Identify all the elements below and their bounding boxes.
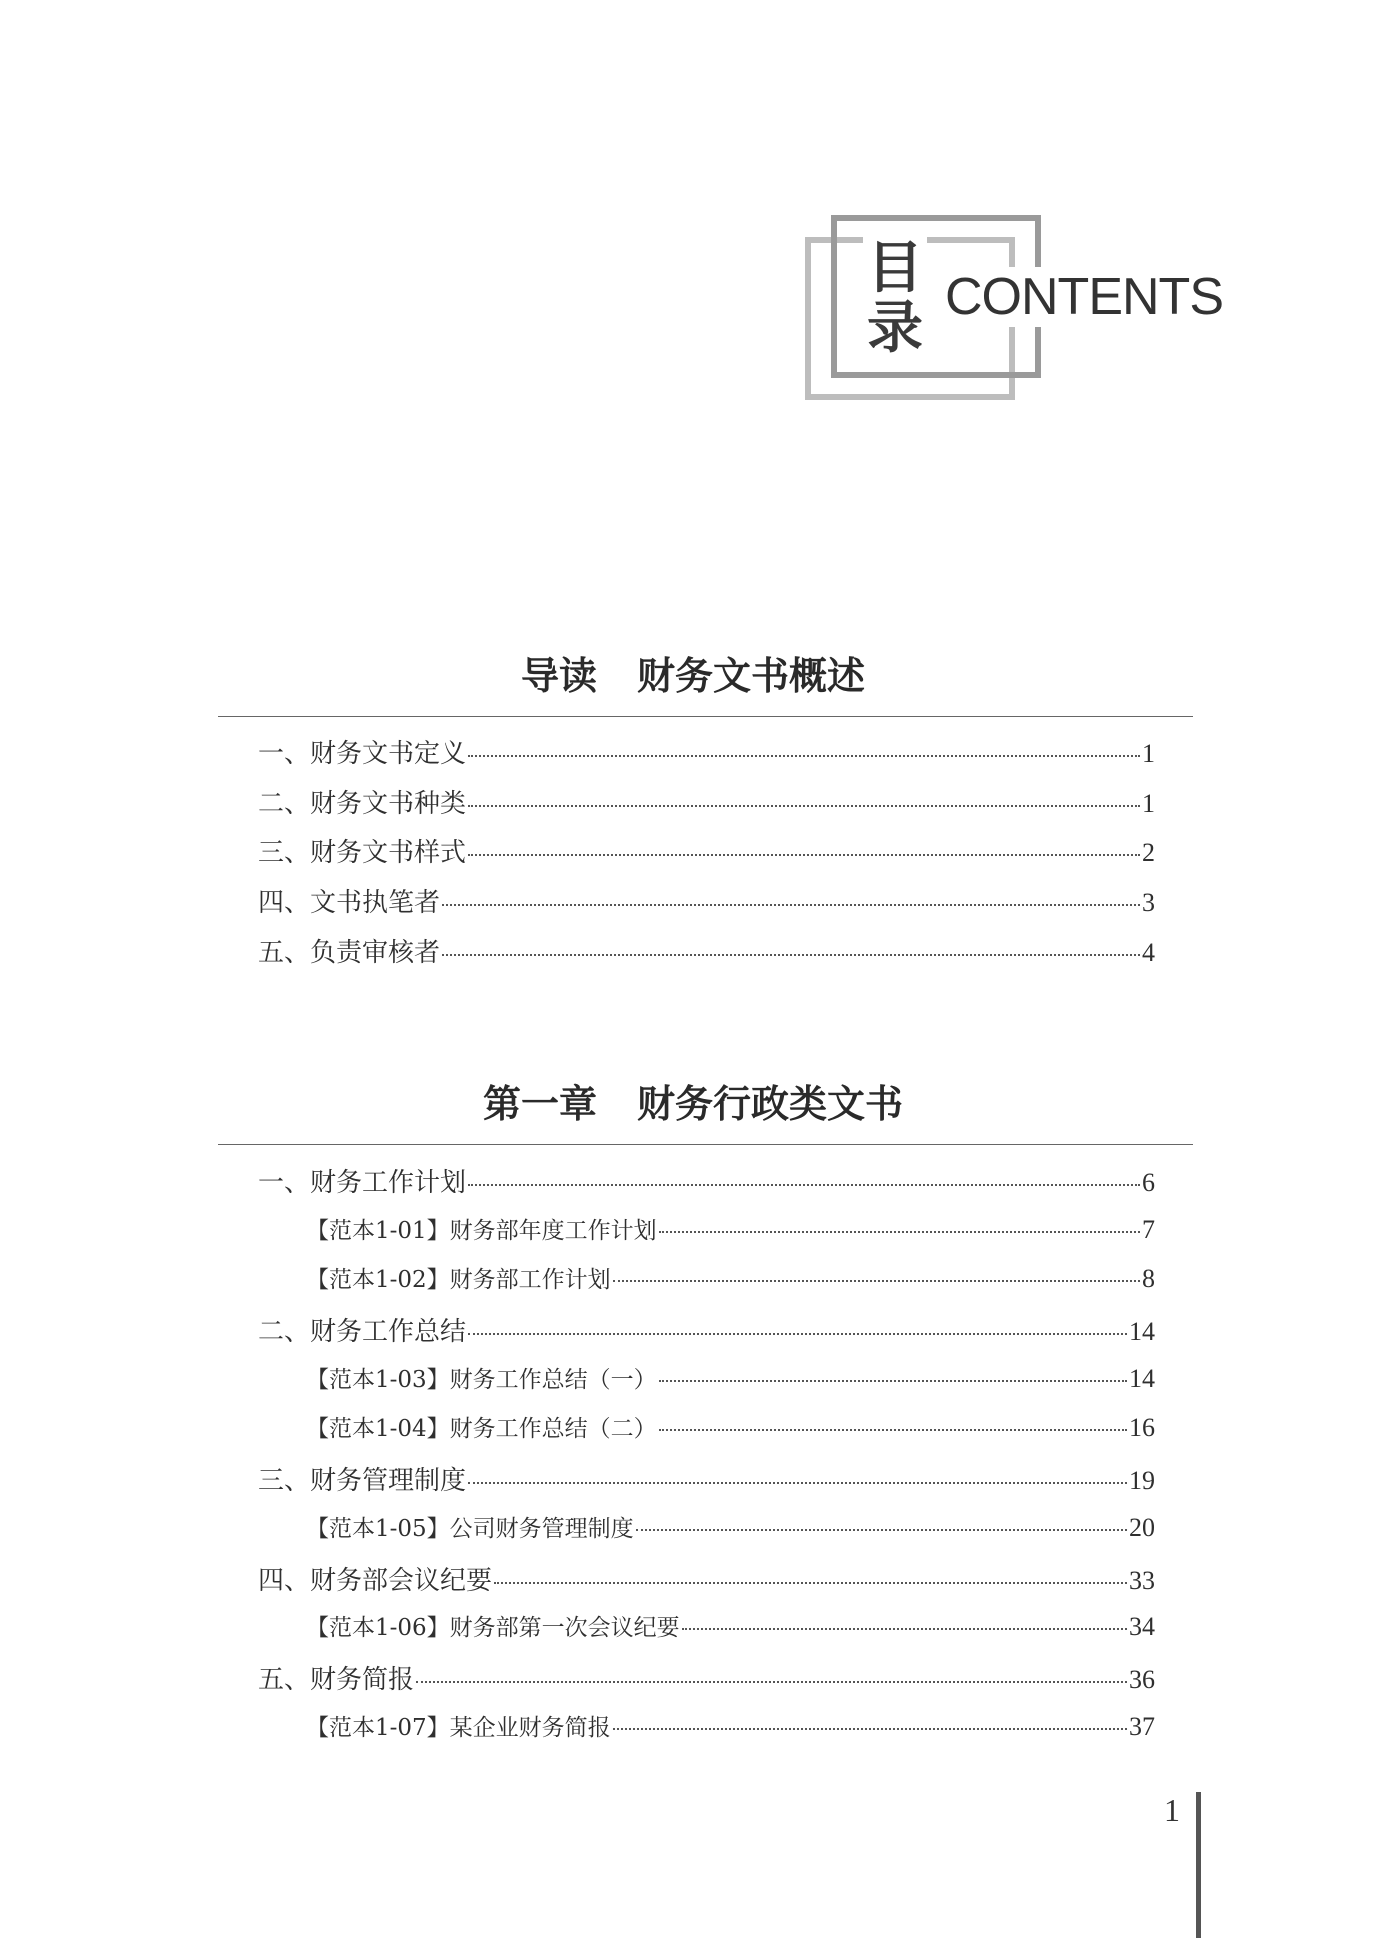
toc-entry[interactable] [258, 733, 1155, 783]
dot-leader [468, 1333, 1127, 1335]
toc-entry-label: 一、财务文书定义 [258, 739, 467, 769]
toc-entry-page: 1 [1142, 788, 1155, 818]
toc-entry-page: 2 [1142, 838, 1155, 868]
toc-entry-label: 三、财务管理制度 [258, 1466, 467, 1497]
dot-leader [636, 1529, 1127, 1531]
section-divider [218, 1144, 1193, 1145]
toc-entry-page: 14 [1129, 1317, 1155, 1347]
toc-subentry[interactable] [258, 1609, 1155, 1659]
dot-leader [613, 1280, 1140, 1282]
dot-leader [682, 1628, 1127, 1630]
section-title-main: 财务行政类文书 [637, 1081, 904, 1126]
toc-entry-page: 34 [1129, 1612, 1155, 1642]
toc-entry-page: 20 [1129, 1512, 1155, 1542]
toc-entry-label: 五、财务简报 [258, 1664, 415, 1695]
dot-leader [442, 904, 1140, 906]
dot-leader [494, 1582, 1127, 1584]
toc-entry[interactable] [258, 1560, 1155, 1610]
section-title-chapter-1 [0, 1073, 1386, 1128]
toc-entry[interactable] [258, 832, 1155, 882]
toc-entry-label: 【范本1-02】财务部工作计划 [306, 1267, 611, 1294]
dot-leader [416, 1681, 1127, 1683]
toc-subentry[interactable] [258, 1261, 1155, 1311]
toc-entry-page: 19 [1129, 1466, 1155, 1496]
section-title-main: 财务文书概述 [637, 653, 866, 698]
toc-entry-page: 33 [1129, 1565, 1155, 1595]
toc-entry-label: 【范本1-07】某企业财务简报 [306, 1714, 611, 1741]
dot-leader [468, 755, 1140, 757]
toc-entry-page: 4 [1142, 937, 1155, 967]
toc-entry-label: 一、财务工作计划 [258, 1168, 467, 1198]
toc-list-intro [258, 733, 1155, 981]
toc-entry-label: 二、财务工作总结 [258, 1317, 467, 1348]
toc-subentry[interactable] [258, 1410, 1155, 1460]
toc-entry-page: 3 [1142, 888, 1155, 918]
logo-char-lu: 录 [867, 296, 923, 361]
toc-subentry[interactable] [258, 1510, 1155, 1560]
toc-entry-label: 【范本1-03】财务工作总结（一） [306, 1366, 657, 1393]
dot-leader [468, 1184, 1140, 1186]
dot-leader [613, 1728, 1127, 1730]
dot-leader [442, 954, 1140, 956]
toc-entry-label: 五、负责审核者 [258, 937, 441, 968]
toc-subentry[interactable] [258, 1709, 1155, 1759]
toc-entry-label: 【范本1-04】财务工作总结（二） [306, 1416, 657, 1443]
section-title-intro [0, 645, 1386, 700]
section-title-prefix: 导读 [520, 653, 597, 698]
toc-entry-page: 6 [1142, 1168, 1155, 1197]
toc-entry[interactable] [258, 1659, 1155, 1709]
toc-entry-page: 16 [1129, 1413, 1155, 1443]
toc-entry-page: 7 [1142, 1214, 1155, 1244]
toc-entry-page: 36 [1129, 1664, 1155, 1694]
toc-entry-page: 1 [1142, 739, 1155, 768]
toc-entry-label: 【范本1-01】财务部年度工作计划 [306, 1217, 657, 1244]
toc-list-chapter-1 [258, 1162, 1155, 1758]
toc-entry[interactable] [258, 932, 1155, 982]
dot-leader [659, 1429, 1127, 1431]
logo-chinese-title [863, 237, 927, 361]
toc-entry-page: 37 [1129, 1711, 1155, 1741]
toc-entry-label: 四、财务部会议纪要 [258, 1565, 493, 1596]
logo-char-mu: 目 [867, 236, 923, 301]
toc-entry-page: 8 [1142, 1264, 1155, 1294]
page-number: 1 [1164, 1792, 1180, 1828]
toc-entry-label: 【范本1-06】财务部第一次会议纪要 [306, 1615, 680, 1642]
page-edge-bar [1196, 1792, 1201, 1938]
toc-subentry[interactable] [258, 1212, 1155, 1262]
toc-entry-label: 三、财务文书样式 [258, 838, 467, 869]
toc-entry[interactable] [258, 1162, 1155, 1212]
dot-leader [468, 1482, 1127, 1484]
dot-leader [659, 1380, 1127, 1382]
toc-entry-label: 四、文书执笔者 [258, 888, 441, 919]
toc-entry-page: 14 [1129, 1363, 1155, 1393]
toc-entry-label: 二、财务文书种类 [258, 788, 467, 819]
toc-entry[interactable] [258, 1311, 1155, 1361]
section-divider [218, 716, 1193, 717]
contents-logo [805, 215, 1223, 405]
toc-entry[interactable] [258, 882, 1155, 932]
section-title-prefix: 第一章 [482, 1081, 597, 1126]
logo-english-title: CONTENTS [945, 268, 1223, 326]
toc-subentry[interactable] [258, 1361, 1155, 1411]
dot-leader [659, 1231, 1140, 1233]
dot-leader [468, 854, 1140, 856]
toc-entry[interactable] [258, 783, 1155, 833]
dot-leader [468, 805, 1140, 807]
toc-entry[interactable] [258, 1460, 1155, 1510]
toc-entry-label: 【范本1-05】公司财务管理制度 [306, 1515, 634, 1542]
